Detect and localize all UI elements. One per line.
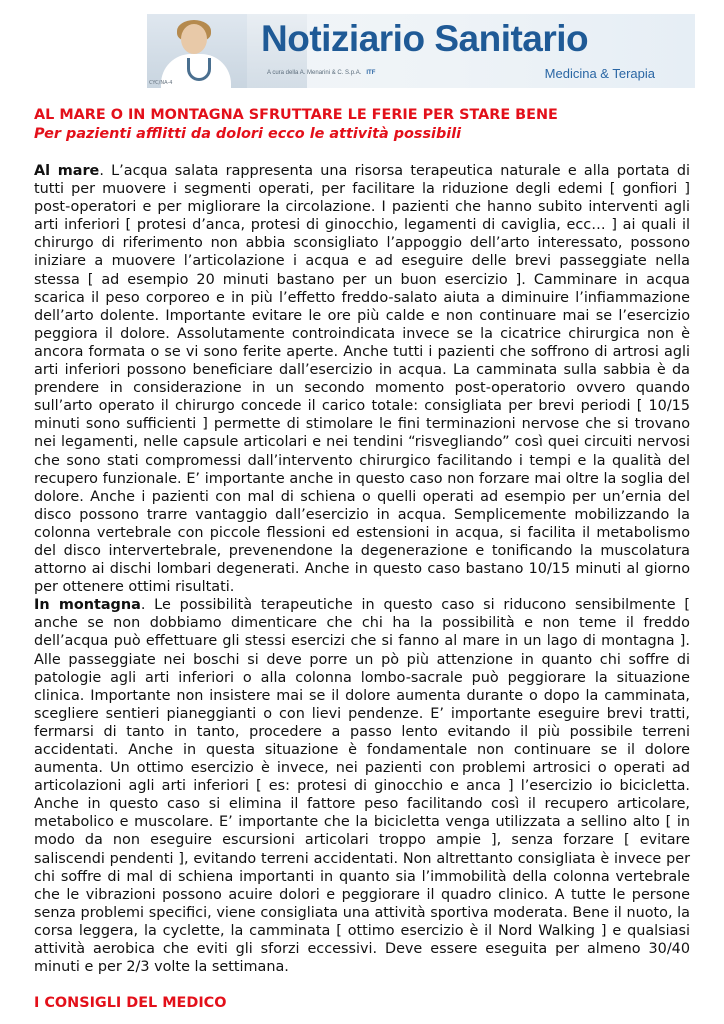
- credit-badge: ITF: [366, 70, 376, 76]
- section-sea-lead: Al mare: [34, 163, 100, 179]
- section-doctor-advice-title: I CONSIGLI DEL MEDICO: [34, 995, 227, 1012]
- section-mountain-lead: In montagna: [34, 597, 141, 614]
- section-sea: [34, 162, 690, 596]
- photo-code: CYC/NA-4: [149, 80, 173, 86]
- section-sea-text: . L’acqua salata rappresenta una risorsa terapeutica naturale e alla portata di tutti per muovere i segmenti operati, per facilitare la riduzione degli edemi [ gonfiori ] post-operatori e per migliorare la circolazione. I pazienti che hanno subito interventi agli arti inferiori [ protesi d’anca, protesi di ginocchio, legamenti di caviglia, ecc… ] ai quali il chirurgo di riferimento non abbia sconsigliato l’appoggio dell’arto interessato, possono iniziare a muovere l’articolazione i acqua e ad eseguire delle brevi passeggiate nella stessa [ ad esempio 20 minuti bastano per un buon esercizio ]. Camminare in acqua scarica il peso corporeo e in più l’effetto freddo-salato aiuta a diminuire l’infiammazione dell’arto dolente. Importante evitare le ore più calde e non continuare mai se l’esercizio peggiora il dolore. Assolutamente controindicata invece se la cicatrice chirurgica non è ancora formata o se vi sono ferite aperte. Anche tutti i pazienti che soffrono di artrosi agli arti inferiori possono beneficiare dall’esercizio in acqua. La camminata sulla sabbia è da prendere in considerazione in un secondo momento post-operatorio ovvero quando sull’arto operato il chirurgo concede il carico totale: consigliata per brevi periodi [ 10/15 minuti sono sufficienti ] permette di stimolare le fini terminazioni nervose che si trovano nei legamenti, nelle capsule articolari e nei tendini “risvegliando” così quei circuiti nervosi che sono stati compromessi dall’intervento chirurgico facilitando i tempi e la qualità del recupero funzionale. E’ importante anche in questo caso non forzare mai oltre la soglia del dolore. Anche i pazienti con mal di schiena o quelli operati ad esempio per un’ernia del disco possono trarre vantaggio dall’esercizio in acqua. Semplicemente mobilizzando la colonna vertebrale con piccole flessioni ed estensioni in acqua, si facilita il metabolismo del disco intervertebrale, prevenendone la degenerazione e tonificando la muscolatura attorno ai dischi lombari degenerati. Anche in questo caso bastano 10/15 minuti al giorno per ottenere ottimi risultati.: [34, 163, 690, 596]
- header-banner: [147, 14, 695, 88]
- credit-text: A cura della A. Menarini & C. S.p.A.: [267, 70, 362, 76]
- section-mountain-text: . Le possibilità terapeutiche in questo caso si riducono sensibilmente [ anche se non dobbiamo dimenticare che chi ha la possibilità e non teme il freddo dell’acqua può effettuare gli stessi esercizi che si fanno al mare in un lago di montagna ]. Alle passeggiate nei boschi si deve porre un pò più attenzione in quanto chi soffre di patologie agli arti inferiori o alla colonna lombo-sacrale può peggiorare la situazione clinica. Importante non insistere mai se il dolore aumenta durante o dopo la camminata, scegliere sentieri pianeggianti o con lievi pendenze. E’ importante eseguire brevi tratti, fermarsi di tanto in tanto, procedere a passo lento evitando il più possibile terreni accidentati. Anche in questa situazione è fondamentale non continuare se il dolore aumenta. Un ottimo esercizio è invece, nei pazienti con problemi artrosici o operati ad articolazioni agli arti inferiori [ es: protesi di ginocchio e anca ] l’esercizio io bicicletta. Anche in questo caso si elimina il fattore peso facilitando così il recupero articolare, metabolico e muscolare. E’ importante che la bicicletta venga utilizzata a sellino alto [ in modo da non eseguire escursioni articolari troppo ampie ], senza forzare [ evitare saliscendi pendenti ], evitando terreni accidentati. Non altrettanto consigliata è invece per chi soffre di mal di schiena importanti in quanto sia l’immobilità della colonna vertebrale che le vibrazioni possono acuire dolori e peggiorare il quadro clinico. A tutte le persone senza problemi specifici, viene consigliata una attività sportiva moderata. Bene il nuoto, la corsa leggera, la cyclette, la camminata [ ottimo esercizio è il Nord Walking ] e qualsiasi attività aerobica che eviti gli sforzi eccessivi. Deve essere eseguita per almeno 30/40 minuti e per 2/3 volte la settimana.: [34, 597, 690, 976]
- article-subtitle: Per pazienti afflitti da dolori ecco le attività possibili: [34, 126, 462, 142]
- article: [34, 106, 690, 1013]
- article-title: AL MARE O IN MONTAGNA SFRUTTARE LE FERIE PER STARE BENE: [34, 107, 558, 123]
- doctor-photo: [147, 14, 247, 88]
- section-mountain: [34, 596, 690, 976]
- newsletter-title: Notiziario Sanitario: [261, 18, 589, 59]
- publisher-credit: [267, 70, 377, 76]
- newsletter-subtitle: Medicina & Terapia: [544, 66, 655, 81]
